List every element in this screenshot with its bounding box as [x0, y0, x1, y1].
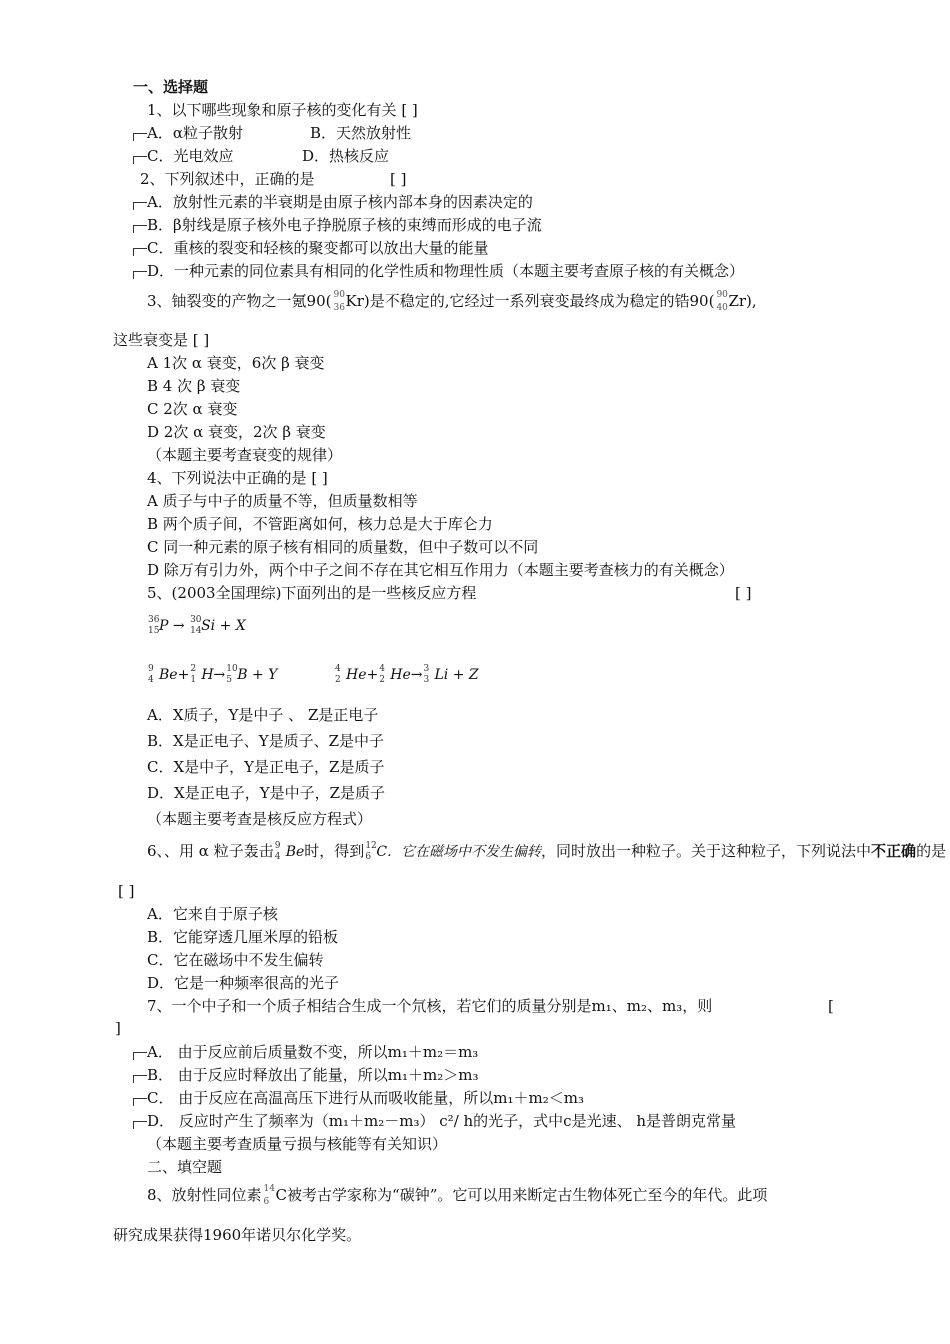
q2-option-d: D．一种元素的同位素具有相同的化学性质和物理性质（本题主要考查原子核的有关概念）	[147, 262, 745, 280]
li-atomic: 3	[423, 675, 430, 685]
edit-mark-icon	[133, 225, 147, 233]
c-symbol: C．它在磁场中不发生偏转	[376, 844, 542, 860]
p-atomic: 15	[148, 626, 160, 636]
plus-sign: +	[366, 667, 379, 683]
q5-option-a: A．X质子，Y是中子 、 Z是正电子	[147, 706, 379, 724]
q7-option-a: A． 由于反应前后质量数不变，所以m₁＋m₂＝m₃	[147, 1043, 479, 1061]
be-mass: 9	[148, 664, 154, 674]
q2-stem: 2、下列叙述中，正确的是	[140, 170, 315, 188]
be-indices	[147, 665, 159, 685]
q2-option-b: B．β射线是原子核外电子挣脱原子核的束缚而形成的电子流	[147, 216, 542, 234]
edit-mark-icon	[133, 202, 147, 210]
h-mass: 2	[190, 664, 197, 674]
q3-option-a: A 1次 α 衰变，6次 β 衰变	[147, 354, 325, 372]
q4-option-b: B 两个质子间，不管距离如何，核力总是大于库仑力	[147, 515, 493, 533]
h-atomic: 1	[190, 675, 197, 685]
q6-stem-part: 时，得到	[304, 842, 365, 860]
c-indices	[364, 842, 376, 862]
p-symbol: P	[159, 618, 169, 634]
q6-stem-part: ，同时放出一种粒子。关于这种粒子，下列说法中	[541, 842, 872, 860]
q3-stem-cont: 这些衰变是 [ ]	[113, 331, 210, 349]
q7-note: （本题主要考查质量亏损与核能等有关知识）	[147, 1135, 448, 1153]
reaction-equation-3	[334, 663, 479, 687]
c14-indices	[262, 1185, 276, 1207]
si-atomic: 14	[190, 626, 202, 636]
q7-option-c: C． 由于反应在高温高压下进行从而吸收能量，所以m₁＋m₂＜m₃	[147, 1089, 584, 1107]
arrow-icon: →	[213, 667, 226, 683]
q6-stem-part: 的是	[916, 842, 947, 860]
q3-stem-part: Kr)是不稳定的,它经过一系列衰变最终成为稳定的锆90(	[345, 292, 715, 310]
q2-option-a: A．放射性元素的半衰期是由原子核内部本身的因素决定的	[147, 193, 533, 211]
q7-stem: 7、一个中子和一个质子相结合生成一个氘核，若它们的质量分别是m₁、m₂、m₃，则	[147, 997, 713, 1015]
q2-bracket: [ ]	[390, 170, 407, 188]
q7-bracket-close: ]	[115, 1019, 121, 1037]
q3-option-d: D 2次 α 衰变，2次 β 衰变	[147, 423, 326, 441]
li-symbol: Li + Z	[434, 667, 479, 683]
q5-note: （本题主要考查是核反应方程式）	[147, 810, 373, 828]
q3-note: （本题主要考查衰变的规律）	[147, 446, 343, 464]
be-symbol: Be	[285, 844, 305, 860]
edit-mark-icon	[133, 1121, 147, 1129]
section-title-choice: 一、选择题	[133, 78, 209, 96]
q7-bracket-open: [	[828, 997, 834, 1015]
q1-option-b: B．天然放射性	[310, 124, 412, 142]
q3-option-b: B 4 次 β 衰变	[147, 377, 241, 395]
he2-atomic: 2	[379, 675, 385, 685]
kr-mass: 90	[333, 290, 345, 300]
zr-mass: 90	[716, 290, 728, 300]
zr-nuclide-indices	[714, 291, 728, 313]
b-symbol: B + Y	[237, 667, 278, 683]
q4-stem: 4、下列说法中正确的是 [ ]	[147, 469, 328, 487]
si-indices	[189, 616, 201, 636]
edit-mark-icon	[133, 1098, 147, 1106]
reaction-equation-2	[147, 663, 277, 687]
be-mass: 9	[274, 841, 281, 851]
reaction-equation-1	[147, 614, 246, 638]
q4-option-a: A 质子与中子的质量不等，但质量数相等	[147, 492, 418, 510]
p-indices	[147, 616, 159, 636]
he1-indices	[334, 665, 346, 685]
li-indices	[422, 665, 434, 685]
edit-mark-icon	[133, 156, 147, 164]
q7-option-d: D． 反应时产生了频率为（m₁＋m₂－m₃） c²/ h的光子，式中c是光速、 h是普朗克常量	[147, 1112, 737, 1130]
q3-stem-part: Zr),	[728, 292, 757, 310]
q5-option-c: C．X是中子，Y是正电子，Z是质子	[147, 758, 385, 776]
kr-nuclide-indices	[331, 291, 345, 313]
p-mass: 36	[148, 615, 160, 625]
q6-bracket: [ ]	[118, 882, 135, 900]
he1-atomic: 2	[335, 675, 341, 685]
li-mass: 3	[423, 664, 430, 674]
he1-symbol: He	[346, 667, 367, 683]
q1-stem: 1、以下哪些现象和原子核的变化有关 [ ]	[147, 101, 418, 119]
be-indices	[274, 842, 286, 862]
edit-mark-icon	[133, 1052, 147, 1060]
q3-stem-part: 3、铀裂变的产物之一氪90(	[147, 292, 332, 310]
q6-stem	[147, 836, 946, 866]
he2-indices	[378, 665, 390, 685]
b-atomic: 5	[226, 675, 232, 685]
q8-stem-part: C被考古学家称为“碳钟”。它可以用来断定古生物体死亡至今的年代。此项	[275, 1186, 768, 1204]
si-symbol: Si + X	[201, 618, 246, 634]
be-atomic: 4	[274, 852, 281, 862]
c14-atomic: 6	[263, 1197, 270, 1207]
c-mass: 12	[365, 841, 377, 851]
q6-option-c: C．它在磁场中不发生偏转	[147, 951, 324, 969]
q6-stem-part: 6、、用 α 粒子轰击	[147, 842, 274, 860]
c-atomic: 6	[365, 852, 372, 862]
q6-emphasis: 不正确	[871, 842, 917, 860]
c14-mass: 14	[263, 1184, 275, 1194]
q5-stem: 5、(2003全国理综)下面列出的是一些核反应方程	[147, 584, 477, 602]
kr-atomic: 36	[333, 303, 345, 313]
q4-option-d: D 除万有引力外，两个中子之间不存在其它相互作用力（本题主要考查核力的有关概念）	[147, 561, 734, 579]
be-atomic: 4	[148, 675, 154, 685]
zr-atomic: 40	[716, 303, 728, 313]
q8-stem	[147, 1180, 767, 1210]
h-symbol: H	[201, 667, 214, 683]
q7-option-b: B． 由于反应时释放出了能量，所以m₁＋m₂＞m₃	[147, 1066, 479, 1084]
plus-sign: +	[177, 667, 190, 683]
q1-option-a: A．α粒子散射	[147, 124, 243, 142]
edit-mark-icon	[133, 133, 147, 141]
h-indices	[189, 665, 201, 685]
q3-option-c: C 2次 α 衰变	[147, 400, 238, 418]
q5-option-b: B．X是正电子、Y是质子、Z是中子	[147, 732, 385, 750]
q4-option-c: C 同一种元素的原子核有相同的质量数，但中子数可以不同	[147, 538, 539, 556]
edit-mark-icon	[133, 271, 147, 279]
he2-symbol: He	[390, 667, 411, 683]
b-indices	[225, 665, 237, 685]
q6-option-a: A．它来自于原子核	[147, 905, 278, 923]
b-mass: 10	[226, 664, 238, 674]
q1-option-c: C．光电效应	[147, 147, 234, 165]
q8-stem-part: 8、放射性同位素	[147, 1186, 262, 1204]
q6-option-d: D．它是一种频率很高的光子	[147, 974, 340, 992]
q5-bracket: [ ]	[735, 584, 752, 602]
q2-option-c: C．重核的裂变和轻核的聚变都可以放出大量的能量	[147, 239, 489, 257]
edit-mark-icon	[133, 1075, 147, 1083]
q5-option-d: D．X是正电子，Y是中子，Z是质子	[147, 784, 386, 802]
section-title-fill: 二、填空题	[147, 1158, 223, 1176]
q8-stem-cont: 研究成果获得1960年诺贝尔化学奖。	[113, 1226, 362, 1244]
arrow-icon: →	[172, 618, 185, 634]
be-symbol: Be	[159, 667, 178, 683]
si-mass: 30	[190, 615, 202, 625]
edit-mark-icon	[133, 248, 147, 256]
q1-option-d: D．热核反应	[302, 147, 390, 165]
he2-mass: 4	[379, 664, 385, 674]
he1-mass: 4	[335, 664, 341, 674]
q3-stem	[147, 286, 757, 316]
q6-option-b: B．它能穿透几厘米厚的铅板	[147, 928, 339, 946]
arrow-icon: →	[410, 667, 423, 683]
